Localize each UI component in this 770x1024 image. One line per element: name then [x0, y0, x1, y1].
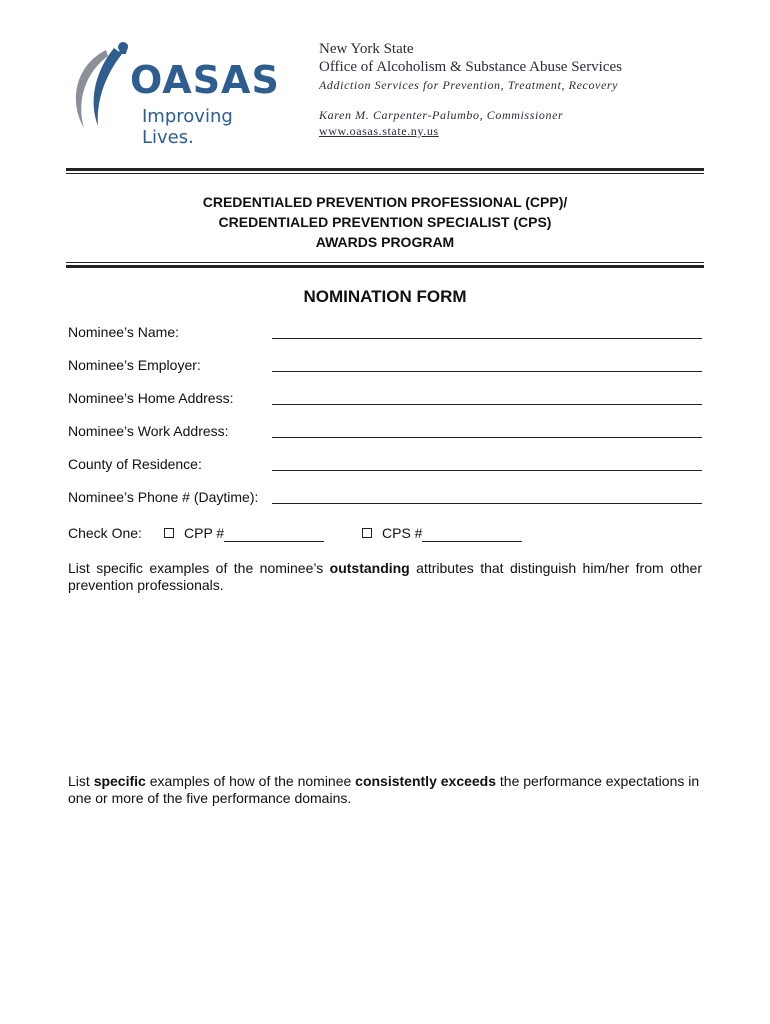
program-title-line2: CREDENTIALED PREVENTION SPECIALIST (CPS)	[218, 214, 552, 230]
agency-header	[319, 40, 622, 139]
performance-domains-answer-area[interactable]	[68, 815, 702, 995]
form-title: NOMINATION FORM	[303, 287, 467, 306]
oasas-logo	[66, 40, 280, 148]
top-rule-thick	[66, 168, 704, 171]
county-label: County of Residence:	[68, 456, 202, 472]
cpp-checkbox[interactable]	[164, 528, 174, 538]
work-address-field[interactable]	[272, 437, 702, 438]
program-title-line1: CREDENTIALED PREVENTION PROFESSIONAL (CPP)/	[202, 194, 568, 210]
prompt2-text-b: examples of how of the nominee	[145, 773, 356, 789]
cps-checkbox[interactable]	[362, 528, 372, 538]
prompt2-bold-b: consistently exceeds	[355, 773, 497, 789]
nominee-name-label: Nominee’s Name:	[68, 324, 180, 340]
prompt2-bold-a: specific	[93, 773, 146, 789]
program-title-line3: AWARDS PROGRAM	[315, 234, 455, 250]
check-one-label: Check One:	[68, 525, 142, 541]
agency-commissioner: Karen M. Carpenter-Palumbo, Commissioner	[319, 108, 564, 122]
nominee-employer-label: Nominee’s Employer:	[68, 357, 201, 373]
figure-swoosh-icon	[66, 40, 136, 140]
agency-state: New York State	[319, 41, 414, 57]
work-address-label: Nominee’s Work Address:	[68, 423, 229, 439]
agency-office: Office of Alcoholism & Substance Abuse Services	[319, 59, 623, 75]
logo-wordmark: OASAS	[130, 58, 280, 102]
prompt1-bold: outstanding	[329, 560, 410, 576]
outstanding-attributes-answer-area[interactable]	[68, 600, 702, 760]
agency-website-link[interactable]: www.oasas.state.ny.us	[319, 124, 439, 138]
mid-rule-thick	[66, 265, 704, 268]
home-address-field[interactable]	[272, 404, 702, 405]
cpp-number-field[interactable]	[224, 541, 324, 542]
county-field[interactable]	[272, 470, 702, 471]
prompt1-text-b: attributes that distinguish him/her from other prevention professionals.	[68, 560, 702, 593]
program-title	[66, 192, 704, 252]
nominee-name-field[interactable]	[272, 338, 702, 339]
prompt2-text-c: the performance expectations in one or more of the five performance domains.	[68, 773, 700, 806]
prompt2-text-a: List	[68, 773, 94, 789]
cps-label: CPS #	[382, 525, 423, 541]
phone-field[interactable]	[272, 503, 702, 504]
nominee-employer-field[interactable]	[272, 371, 702, 372]
agency-mission: Addiction Services for Prevention, Treatment, Recovery	[319, 78, 619, 92]
performance-domains-prompt	[68, 773, 702, 807]
cps-number-field[interactable]	[422, 541, 522, 542]
phone-label: Nominee’s Phone # (Daytime):	[68, 489, 259, 505]
cpp-label: CPP #	[184, 525, 225, 541]
home-address-label: Nominee’s Home Address:	[68, 390, 234, 406]
mid-rule-thin	[66, 262, 704, 263]
prompt1-text-a: List specific examples of the nominee’s	[68, 560, 330, 576]
outstanding-attributes-prompt	[68, 560, 702, 594]
logo-tagline: Improving Lives.	[142, 106, 233, 148]
top-rule-thin	[66, 173, 704, 174]
